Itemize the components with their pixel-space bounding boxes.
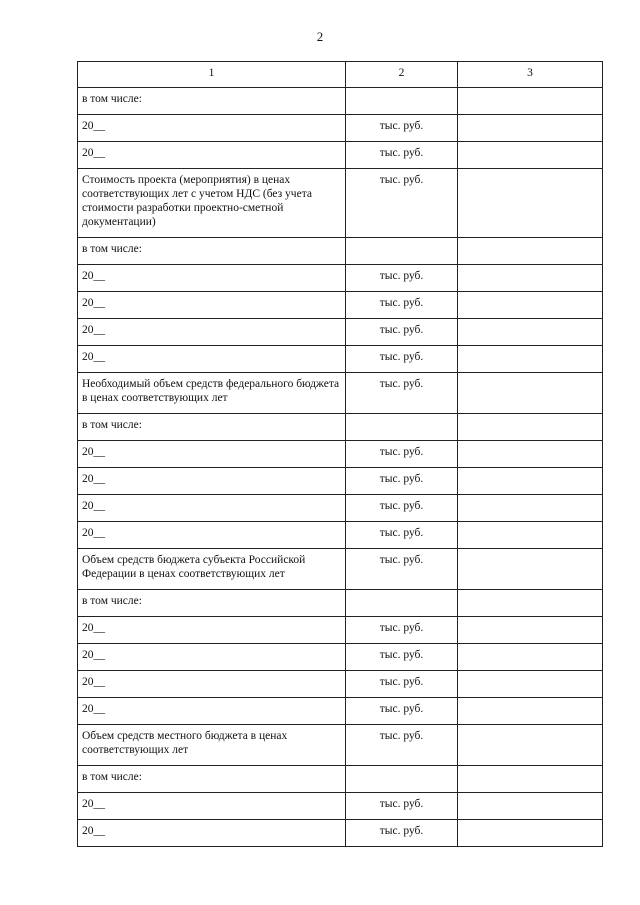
row-label: 20__: [78, 142, 346, 169]
row-label: 20__: [78, 644, 346, 671]
table-row: [78, 725, 603, 766]
row-value: [458, 766, 603, 793]
table-row: [78, 698, 603, 725]
row-value: [458, 373, 603, 414]
row-unit: тыс. руб.: [346, 373, 458, 414]
row-unit: [346, 590, 458, 617]
row-unit: [346, 238, 458, 265]
row-unit: тыс. руб.: [346, 468, 458, 495]
table-row: [78, 441, 603, 468]
row-unit: тыс. руб.: [346, 725, 458, 766]
row-unit: [346, 88, 458, 115]
table-row: [78, 346, 603, 373]
column-header-3: 3: [458, 62, 603, 88]
row-unit: тыс. руб.: [346, 441, 458, 468]
row-label: 20__: [78, 495, 346, 522]
row-unit: тыс. руб.: [346, 495, 458, 522]
row-label: 20__: [78, 115, 346, 142]
row-label: в том числе:: [78, 590, 346, 617]
row-label: 20__: [78, 793, 346, 820]
page-number: 2: [316, 29, 324, 44]
table-row: [78, 644, 603, 671]
row-value: [458, 441, 603, 468]
row-value: [458, 522, 603, 549]
table-row: [78, 319, 603, 346]
row-label: в том числе:: [78, 88, 346, 115]
row-value: [458, 495, 603, 522]
row-label: Объем средств бюджета субъекта Российской Федерации в ценах соответствующих лет: [78, 549, 346, 590]
row-value: [458, 468, 603, 495]
row-unit: тыс. руб.: [346, 265, 458, 292]
table-row: [78, 142, 603, 169]
table-row: [78, 373, 603, 414]
table-row: [78, 766, 603, 793]
row-value: [458, 292, 603, 319]
table-row: [78, 617, 603, 644]
row-label: Стоимость проекта (мероприятия) в ценах соответствующих лет с учетом НДС (без учета стоимости разработки проектно-сметной документации): [78, 169, 346, 238]
row-value: [458, 725, 603, 766]
column-header-2: 2: [346, 62, 458, 88]
table-row: [78, 820, 603, 847]
row-value: [458, 644, 603, 671]
table-header-row: [78, 62, 603, 88]
row-unit: тыс. руб.: [346, 292, 458, 319]
row-value: [458, 793, 603, 820]
row-value: [458, 590, 603, 617]
row-unit: тыс. руб.: [346, 346, 458, 373]
table-row: [78, 265, 603, 292]
table-row: [78, 549, 603, 590]
row-unit: тыс. руб.: [346, 142, 458, 169]
row-label: в том числе:: [78, 414, 346, 441]
table-row: [78, 590, 603, 617]
data-table: [77, 61, 603, 847]
row-value: [458, 698, 603, 725]
row-value: [458, 549, 603, 590]
table-row: [78, 414, 603, 441]
row-value: [458, 238, 603, 265]
row-unit: тыс. руб.: [346, 793, 458, 820]
row-label: 20__: [78, 441, 346, 468]
row-label: 20__: [78, 698, 346, 725]
row-label: 20__: [78, 671, 346, 698]
row-label: 20__: [78, 319, 346, 346]
row-unit: тыс. руб.: [346, 644, 458, 671]
row-value: [458, 88, 603, 115]
row-label: 20__: [78, 346, 346, 373]
row-value: [458, 414, 603, 441]
table-row: [78, 468, 603, 495]
row-unit: тыс. руб.: [346, 698, 458, 725]
row-unit: тыс. руб.: [346, 820, 458, 847]
row-value: [458, 142, 603, 169]
row-value: [458, 346, 603, 373]
row-value: [458, 820, 603, 847]
table-row: [78, 115, 603, 142]
row-label: в том числе:: [78, 238, 346, 265]
row-value: [458, 115, 603, 142]
row-label: 20__: [78, 617, 346, 644]
row-label: в том числе:: [78, 766, 346, 793]
column-header-1: 1: [78, 62, 346, 88]
row-label: Объем средств местного бюджета в ценах соответствующих лет: [78, 725, 346, 766]
row-unit: тыс. руб.: [346, 549, 458, 590]
row-value: [458, 169, 603, 238]
table-row: [78, 238, 603, 265]
row-label: 20__: [78, 820, 346, 847]
row-value: [458, 671, 603, 698]
table-row: [78, 88, 603, 115]
row-value: [458, 319, 603, 346]
table-row: [78, 793, 603, 820]
table-row: [78, 169, 603, 238]
row-unit: тыс. руб.: [346, 617, 458, 644]
row-label: 20__: [78, 265, 346, 292]
row-value: [458, 265, 603, 292]
row-unit: [346, 766, 458, 793]
table-row: [78, 522, 603, 549]
row-unit: тыс. руб.: [346, 169, 458, 238]
row-unit: тыс. руб.: [346, 115, 458, 142]
table-row: [78, 495, 603, 522]
row-unit: тыс. руб.: [346, 671, 458, 698]
row-label: 20__: [78, 522, 346, 549]
row-label: 20__: [78, 292, 346, 319]
row-label: 20__: [78, 468, 346, 495]
table-row: [78, 292, 603, 319]
row-unit: [346, 414, 458, 441]
table-row: [78, 671, 603, 698]
row-value: [458, 617, 603, 644]
row-unit: тыс. руб.: [346, 319, 458, 346]
row-unit: тыс. руб.: [346, 522, 458, 549]
row-label: Необходимый объем средств федерального бюджета в ценах соответствующих лет: [78, 373, 346, 414]
